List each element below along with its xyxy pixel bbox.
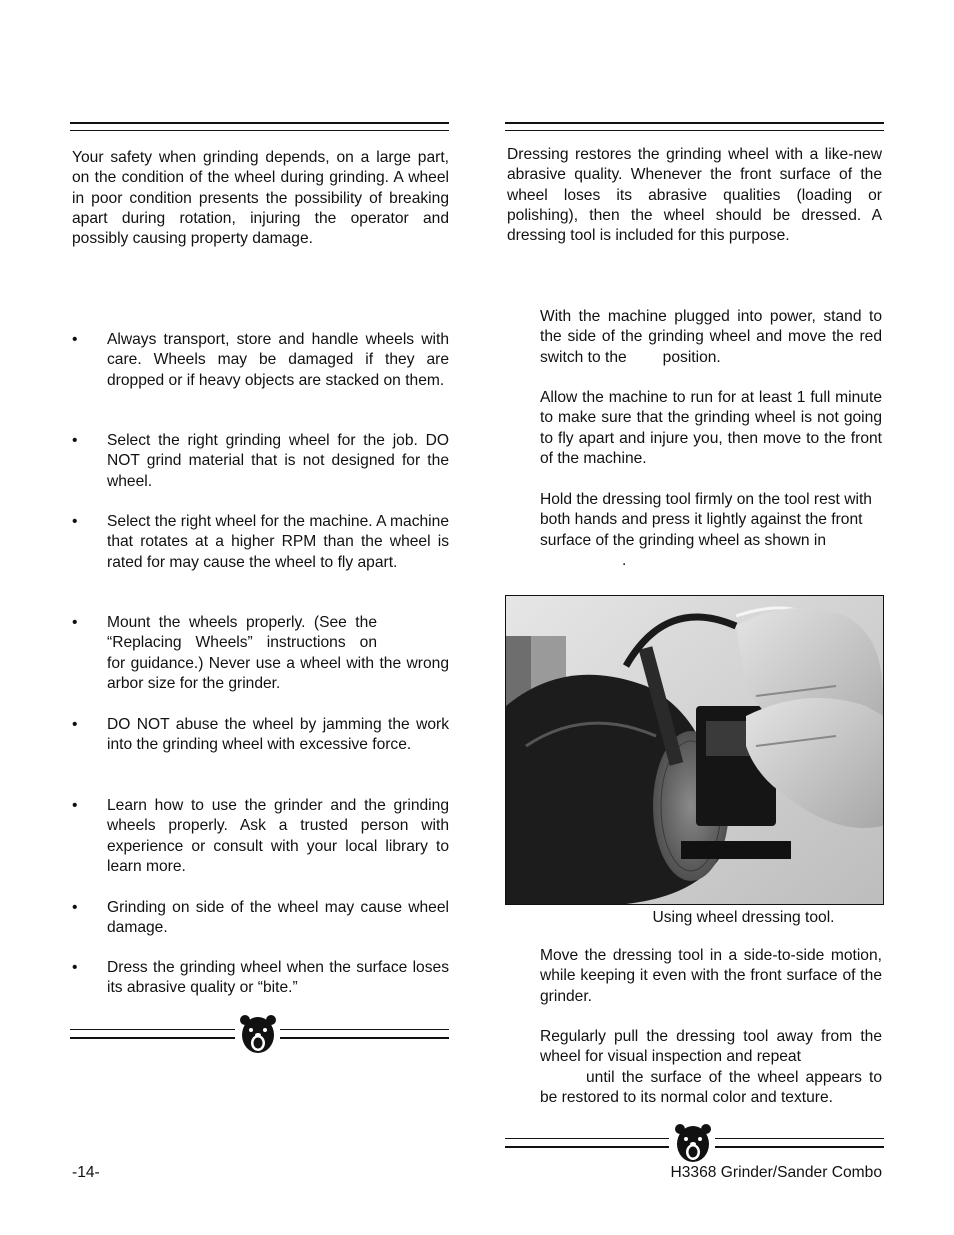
bear-head-logo-icon xyxy=(673,1122,713,1164)
step-3 xyxy=(540,490,882,571)
step-5-text-a: Regularly pull the dressing tool away from the wheel for visual inspection and repeat xyxy=(540,1028,882,1066)
bullet-symbol: • xyxy=(72,716,78,733)
step-5-text-b: until the surface of the wheel appears to be restored to its normal color and texture. xyxy=(540,1068,882,1106)
bullet-text: Select the right wheel for the machine. A machine that rotates at a higher RPM than the wheel is rated for may cause the wheel to fly apart. xyxy=(107,513,449,571)
bullet-symbol: • xyxy=(72,331,78,348)
bullet-symbol: • xyxy=(72,797,78,814)
left-divider-top xyxy=(70,1029,235,1030)
bullet-symbol: • xyxy=(72,959,78,976)
bear-head-logo-icon xyxy=(238,1013,278,1055)
wheel-dressing-photo xyxy=(505,595,884,905)
photo-illustration xyxy=(506,596,883,904)
step-1 xyxy=(540,307,882,368)
step-1-text-b: position. xyxy=(662,348,721,366)
step-3-text-a: Hold the dressing tool firmly on the tool rest with both hands and press it lightly against the front surface of the grinding wheel as shown in xyxy=(540,491,872,549)
left-divider-top-right xyxy=(280,1029,449,1030)
left-divider-bottom xyxy=(70,1037,235,1039)
bullet-text: Always transport, store and handle wheels with care. Wheels may be damaged if they are dropped or if heavy objects are stacked on them. xyxy=(107,331,449,389)
right-divider-top-right xyxy=(715,1138,884,1139)
step-3-text-b: . xyxy=(622,551,627,569)
right-divider-top xyxy=(505,1138,669,1139)
caption-text: Using wheel dressing tool. xyxy=(652,909,835,926)
bullet-text: Dress the grinding wheel when the surface loses its abrasive quality or “bite.” xyxy=(107,959,449,997)
left-header-rule-thin xyxy=(70,130,449,131)
left-divider-bottom-right xyxy=(280,1037,449,1039)
bullet-symbol: • xyxy=(72,513,78,530)
bullet-symbol: • xyxy=(72,614,78,631)
bullet-symbol: • xyxy=(72,432,78,449)
left-intro-paragraph: Your safety when grinding depends, on a large part, on the condition of the wheel during grinding. A wheel in poor condition presents the possibility of breaking apart during rotation, injuring the operator and possibly causing property damage. xyxy=(72,149,449,248)
page-number: -14- xyxy=(72,1164,100,1181)
left-header-rule xyxy=(70,122,449,124)
bullet-text: DO NOT abuse the wheel by jamming the work into the grinding wheel with excessive force. xyxy=(107,716,449,754)
step-5 xyxy=(540,1027,882,1108)
figure-caption xyxy=(505,909,882,927)
step-2: Allow the machine to run for at least 1 full minute to make sure that the grinding wheel is not going to fly apart and injure you, then move to the front of the machine. xyxy=(540,389,882,467)
bullet-mount-line2: for guidance.) Never use a wheel with the wrong arbor size for the grinder. xyxy=(107,654,449,692)
right-intro-paragraph: Dressing restores the grinding wheel with a like-new abrasive quality. Whenever the front surface of the wheel loses its abrasive qualities (loading or polishing), then the wheel should be dressed. A dressing tool is included for this purpose. xyxy=(507,146,882,245)
footer-model: H3368 Grinder/Sander Combo xyxy=(670,1164,882,1181)
bullet-text: Select the right grinding wheel for the job. DO NOT grind material that is not designed for the wheel. xyxy=(107,432,449,490)
right-divider-bottom xyxy=(505,1146,669,1148)
right-header-rule-thin xyxy=(505,130,884,131)
right-divider-bottom-right xyxy=(715,1146,884,1148)
step-4: Move the dressing tool in a side-to-side motion, while keeping it even with the front surface of the grinder. xyxy=(540,947,882,1005)
bullet-text: Learn how to use the grinder and the grinding wheels properly. Ask a trusted person with experience or consult with your local library to learn more. xyxy=(107,797,449,875)
step-1-text-a: With the machine plugged into power, stand to the side of the grinding wheel and move the red switch to the xyxy=(540,308,882,366)
bullet-mount-text xyxy=(107,613,449,694)
bullet-text: Grinding on side of the wheel may cause wheel damage. xyxy=(107,899,449,937)
bullet-symbol: • xyxy=(72,899,78,916)
bullet-mount-line1: Mount the wheels properly. (See the “Replacing Wheels” instructions on xyxy=(107,614,377,652)
right-header-rule xyxy=(505,122,884,124)
